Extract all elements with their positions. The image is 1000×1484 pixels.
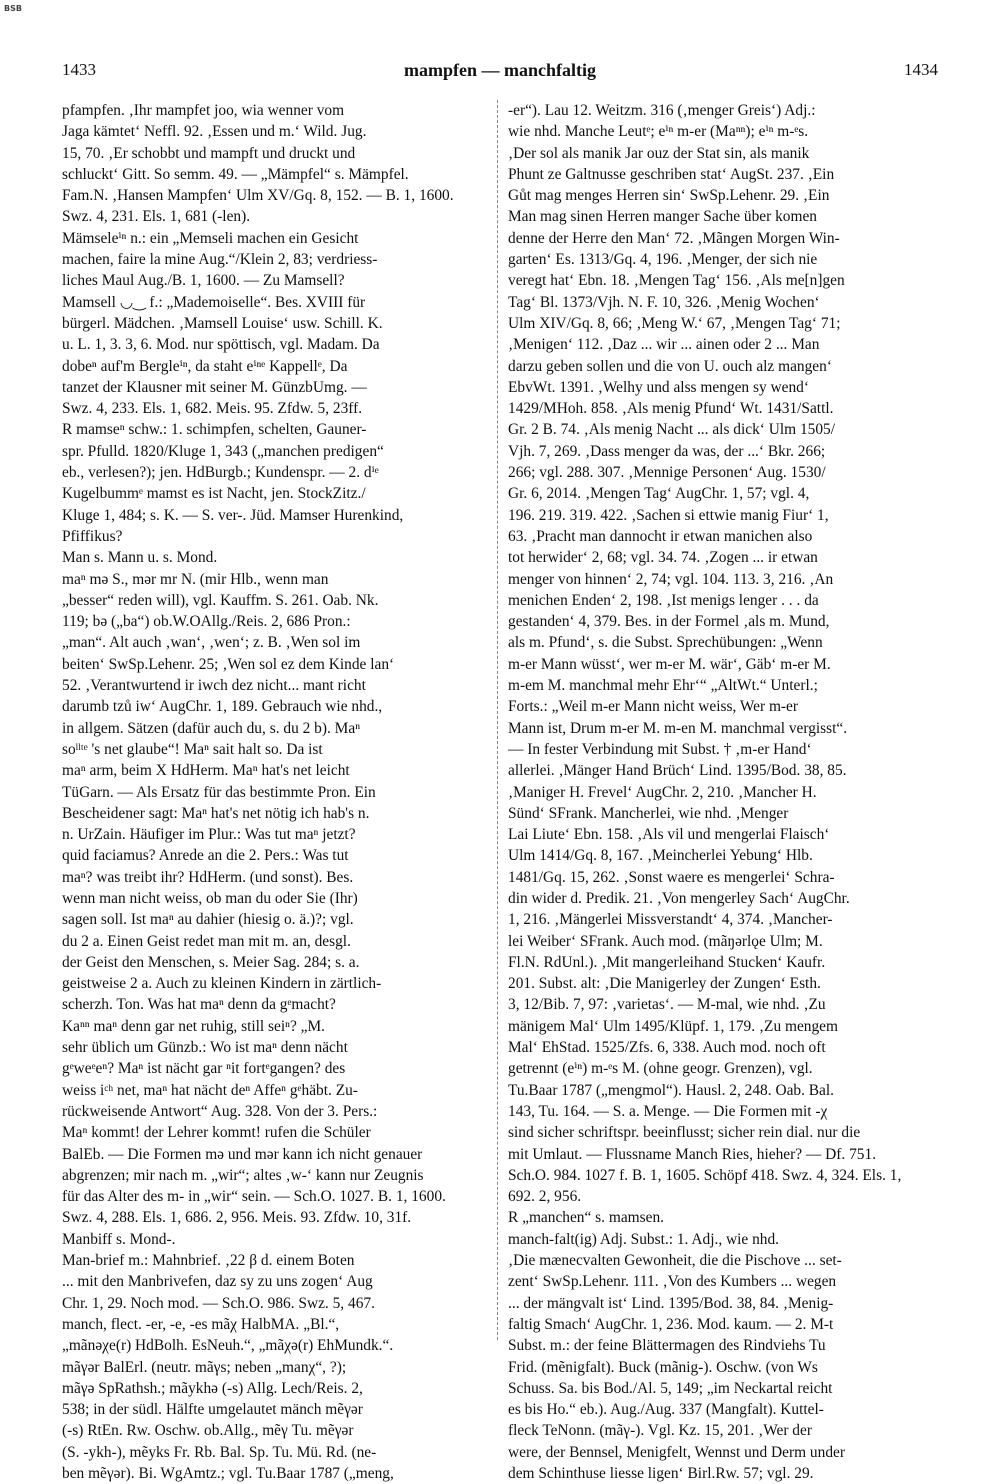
text-line: mãγər BalErl. (neutr. mãγs; neben „manχ“, ?); (62, 1358, 347, 1376)
text-line: ‚Die mænecvalten Gewonheit, die die Pischove ... set- (508, 1252, 842, 1270)
text-line: Chr. 1, 29. Noch mod. — Sch.O. 986. Swz. 5, 467. (62, 1294, 375, 1312)
text-line: Phunt ze Galtnusse geschriben stat‘ AugSt. 237. ‚Ein (508, 165, 835, 183)
text-line: Subst. m.: der feine Blättermagen des Rindviehs Tu (508, 1337, 826, 1355)
text-line: mãγə SpRathsh.; mãykhə (-s) Allg. Lech/Reis. 2, (62, 1379, 363, 1397)
text-line: 1429/MHoh. 858. ‚Als menig Pfund‘ Wt. 1431/Sattl. (508, 400, 834, 418)
text-line: pfampfen. ‚Ihr mampfet joo, wia wenner vom (62, 102, 345, 119)
text-line: quid faciamus? Anrede an die 2. Pers.: Was tut (62, 847, 349, 865)
text-line: Sünd‘ SFrank. Mancherlei, wie nhd. ‚Menger (508, 804, 789, 822)
text-line: weiss iᶜʰ net, maⁿ hat nächt deⁿ Affeⁿ gᵉhäbt. Zu- (62, 1081, 358, 1099)
text-line: als m. Pfund‘, s. die Subst. Sprechübungen: „Wenn (508, 634, 823, 652)
text-line: 15, 70. ‚Er schobbt und mampft und druckt und (62, 144, 356, 162)
text-line: Man-brief m.: Mahnbrief. ‚22 β d. einem Boten (62, 1252, 355, 1270)
text-line: wie nhd. Manche Leutᵉ; eⁱⁿ m-er (Maⁿⁿ); eⁱⁿ m-ᵉs. (508, 123, 809, 141)
text-line: veregt hat‘ Ebn. 18. ‚Mengen Tag‘ 156. ‚Als me[n]gen (508, 272, 845, 290)
text-line: ‚Der sol als manik Jar ouz der Stat sin, als manik (508, 144, 810, 162)
text-line: allerlei. ‚Mänger Hand Brüch‘ Lind. 1395/Bod. 38, 85. (508, 762, 847, 780)
text-line: 119; bə („ba“) ob.W.OAllg./Reis. 2, 686 Pron.: (62, 613, 351, 631)
text-line: Gr. 2 B. 74. ‚Als menig Nacht ... als dick‘ Ulm 1505/ (508, 421, 836, 439)
text-line: Kugelbummᵉ mamst es ist Nacht, jen. StockZitz./ (62, 485, 366, 503)
text-line: Man mag sinen Herren manger Sache über komen (508, 208, 817, 226)
text-line: ‚Menigen‘ 112. ‚Daz ... wir ... ainen oder 2 ... Man (508, 336, 820, 354)
text-line: „man“. Alt auch ‚wan‘, ‚wen‘; z. B. ‚Wen sol im (62, 634, 361, 652)
text-line: Mann ist, Drum m-er M. m-en M. manchmal vergisst“. (508, 719, 848, 737)
text-line: BalEb. — Die Formen mə und mər kann ich nicht genauer (62, 1145, 423, 1163)
text-line: were, der Bennsel, Menigfelt, Wennst und Derm under (508, 1443, 845, 1461)
text-line: 63. ‚Pracht man dannocht ir etwan manichen also (508, 527, 813, 545)
text-line: fleck TeNonn. (mãγ-). Vgl. Kz. 15, 201. ‚Wer der (508, 1422, 812, 1440)
text-line: maⁿ mə S., mər mr N. (mir Hlb., wenn man (62, 570, 329, 588)
text-line: schluckt‘ Gitt. So semm. 49. — „Mämpfel“ s. Mämpfel. (62, 165, 409, 183)
text-line: Fl.N. RdUnl.). ‚Mit mangerleihand Stucken‘ Kaufr. (508, 953, 826, 971)
text-line: Lai Liute‘ Ebn. 158. ‚Als vil und mengerlai Flaisch‘ (508, 826, 830, 844)
text-line: u. L. 1, 3. 3, 6. Mod. nur spöttisch, vgl. Madam. Da (62, 336, 380, 354)
text-line: Ulm XIV/Gq. 8, 66; ‚Meng W.‘ 67, ‚Mengen Tag‘ 71; (508, 314, 841, 332)
text-line: mänigem Mal‘ Ulm 1495/Klüpf. 1, 179. ‚Zu mengem (508, 1017, 838, 1035)
text-line: rückweisende Antwort“ Aug. 328. Von der 3. Pers.: (62, 1102, 378, 1120)
text-line: Mamsell ◡‿ f.: „Mademoiselle“. Bes. XVIII für (62, 293, 366, 311)
text-line: 1481/Gq. 15, 262. ‚Sonst waere es mengerlei‘ Schra- (508, 868, 835, 886)
text-line: Swz. 4, 288. Els. 1, 686. 2, 956. Meis. 93. Zfdw. 10, 31f. (62, 1209, 412, 1227)
text-line: R „manchen“ s. mamsen. (508, 1209, 664, 1227)
text-line: ... der mängvalt ist‘ Lind. 1395/Bod. 38, 84. ‚Menig- (508, 1294, 834, 1312)
text-line: spr. Pfulld. 1820/Kluge 1, 343 („manchen predigen“ (62, 442, 384, 460)
text-line: Swz. 4, 231. Els. 1, 681 (-len). (62, 208, 251, 226)
text-line: dobeⁿ auf'm Bergleⁱⁿ, da staht eⁱⁿᵉ Kappellᵉ, Da (62, 357, 348, 375)
text-line: tanzet der Klausner mit seiner M. GünzbUmg. — (62, 378, 367, 396)
text-line: eb., verlesen?); jen. HdBurgb.; Kundenspr. — 2. dⁱᵉ (62, 464, 379, 482)
text-line: der Geist den Menschen, s. Meier Sag. 284; s. a. (62, 953, 360, 971)
text-line: faltig Smach‘ AugChr. 1, 236. Mod. kaum. — 2. M-t (508, 1315, 834, 1333)
page-number-right: 1434 (904, 60, 938, 79)
text-line: ... mit den Manbrivefen, daz sy zu uns zogen‘ Aug (62, 1273, 373, 1291)
text-line: Forts.: „Weil m-er Mann nicht weiss, Wer m-er (508, 698, 799, 716)
text-line: darumb tzů iw‘ AugChr. 1, 189. Gebrauch wie nhd., (62, 698, 383, 716)
text-line: din wider d. Predik. 21. ‚Von mengerley Sach‘ AugChr. (508, 889, 850, 907)
text-line: Gůt mag menges Herren sin‘ SwSp.Lehenr. 29. ‚Ein (508, 187, 830, 205)
text-line: gᵉweᵉeⁿ? Maⁿ ist nächt gar ⁿit fortᵉgangen? des (62, 1060, 346, 1078)
text-line: soˡˡᵗᵉ 's net glaube“! Maⁿ sait halt so. Da ist (62, 740, 323, 758)
text-line: EbvWt. 1391. ‚Welhy und alss mengen sy wend‘ (508, 378, 809, 396)
text-line: 538; in der südl. Hälfte umgelautet mänch mẽγər (62, 1401, 363, 1419)
text-line: Man s. Mann u. s. Mond. (62, 549, 218, 567)
text-line: Manbiff s. Mond-. (62, 1230, 176, 1248)
right-column (508, 100, 938, 1484)
text-line: menichen Enden‘ 2, 198. ‚Ist menigs lenger . . . da (508, 591, 819, 609)
text-line: zent‘ SwSp.Lehenr. 111. ‚Von des Kumbers ... wegen (508, 1273, 837, 1291)
running-title: mampfen — manchfaltig (404, 60, 596, 80)
text-line: ben mẽγər). Bi. WgAmtz.; vgl. Tu.Baar 1787 („meng, (62, 1465, 394, 1482)
text-line: Maⁿ kommt! der Lehrer kommt! rufen die Schüler (62, 1124, 371, 1142)
text-line: (S. -ykh-), mẽyks Fr. Rb. Bal. Sp. Tu. Mü. Rd. (ne- (62, 1443, 377, 1461)
text-line: 52. ‚Verantwurtend ir iwch dez nicht... mant richt (62, 677, 366, 695)
text-line: Tu.Baar 1787 („mengmol“). Hausl. 2, 248. Oab. Bal. (508, 1081, 835, 1099)
page-header (62, 60, 938, 86)
text-line: Kaⁿⁿ maⁿ denn gar net ruhig, still seiⁿ? „M. (62, 1017, 326, 1035)
text-line: sind sicher schriftspr. beeinflusst; sicher rein dial. nur die (508, 1124, 861, 1142)
text-line: dem Schinthuse liesse ligen‘ Birl.Rw. 57; vgl. 29. (508, 1465, 814, 1482)
text-line: Mämseleⁱⁿ n.: ein „Memseli machen ein Gesicht (62, 229, 359, 247)
text-line: Fam.N. ‚Hansen Mampfen‘ Ulm XV/Gq. 8, 152. — B. 1, 1600. (62, 187, 454, 205)
text-line: n. UrZain. Häufiger im Plur.: Was tut maⁿ jetzt? (62, 826, 356, 844)
text-line: menger von hinnen‘ 2, 74; vgl. 104. 113. 3, 216. ‚An (508, 570, 834, 588)
text-line: mit Umlaut. — Flussname Manch Ries, hieher? — Df. 751. (508, 1145, 877, 1163)
text-line: 266; vgl. 288. 307. ‚Mennige Personen‘ Aug. 1530/ (508, 464, 826, 482)
text-line: beiten‘ SwSp.Lehenr. 25; ‚Wen sol ez dem Kinde lan‘ (62, 655, 395, 673)
text-line: Kluge 1, 484; s. K. — S. ver-. Jüd. Mamser Hurenkind, (62, 506, 404, 524)
page-number-left: 1433 (62, 60, 96, 79)
text-line: darzu geben sollen und die von U. ouch alz mangen‘ (508, 357, 832, 375)
text-line: tot herwider‘ 2, 68; vgl. 34. 74. ‚Zogen ... ir etwan (508, 549, 818, 567)
text-line: „mãnəχe(r) HdBolh. EsNeuh.“, „mãχə(r) EhMundk.“. (62, 1337, 394, 1355)
text-line: sehr üblich um Günzb.: Wo ist maⁿ denn nächt (62, 1039, 348, 1057)
text-line: Jaga kämtet‘ Neffl. 92. ‚Essen und m.‘ Wild. Jug. (62, 123, 367, 141)
text-line: scherzh. Ton. Was hat maⁿ denn da gᵉmacht? (62, 996, 336, 1014)
text-line: Gr. 6, 2014. ‚Mengen Tag‘ AugChr. 1, 57; vgl. 4, (508, 485, 810, 503)
text-line: maⁿ? was treibt ihr? HdHerm. (und sonst). Bes. (62, 868, 354, 886)
text-line: Schuss. Sa. bis Bod./Al. 5, 149; „im Neckartal reicht (508, 1379, 833, 1397)
text-line: m-er Mann wüsst‘, wer m-er M. wär‘, Gäb‘ m-er M. (508, 655, 831, 673)
text-line: abgrenzen; mir nach m. „wir“; altes ‚w-‘ kann nur Zeugnis (62, 1166, 424, 1184)
text-line: wenn man nicht weiss, ob man du oder Sie (Ihr) (62, 889, 358, 907)
text-line: liches Maul Aug./B. 1, 1600. — Zu Mamsell? (62, 272, 345, 290)
text-line: machen, faire la mine Aug.“/Klein 2, 83; verdriess- (62, 251, 378, 269)
text-line: manch, flect. -er, -e, -es mãχ HalbMA. „Bl.“, (62, 1315, 340, 1333)
text-line: 196. 219. 319. 422. ‚Sachen si ettwie manig Fiur‘ 1, (508, 506, 829, 524)
text-line: „besser“ reden will), vgl. Kauffm. S. 261. Oab. Nk. (62, 591, 379, 609)
text-line: für das Alter des m- in „wir“ sein. — Sch.O. 1027. B. 1, 1600. (62, 1188, 446, 1206)
text-line: Sch.O. 984. 1027 f. B. 1, 1605. Schöpf 418. Swz. 4, 324. Els. 1, (508, 1166, 902, 1184)
text-line: in allgem. Sätzen (dafür auch du, s. du 2 b). Maⁿ (62, 719, 361, 737)
text-line: maⁿ arm, beim X HdHerm. Maⁿ hat's net leicht (62, 762, 350, 780)
text-line: 201. Subst. alt: ‚Die Manigerley der Zungen‘ Esth. (508, 975, 821, 993)
column-divider (497, 100, 498, 1340)
text-line: ‚Maniger H. Frevel‘ AugChr. 2, 210. ‚Mancher H. (508, 783, 817, 801)
text-line: gestanden‘ 4, 379. Bes. in der Formel ‚als m. Mund, (508, 613, 830, 631)
text-line: garten‘ Es. 1313/Gq. 4, 196. ‚Menger, der sich nie (508, 251, 818, 269)
text-line: Ulm 1414/Gq. 8, 167. ‚Meincherlei Yebung‘ Hlb. (508, 847, 813, 865)
text-line: du 2 a. Einen Geist redet man mit m. an, desgl. (62, 932, 351, 950)
text-line: manch-falt(ig) Adj. Subst.: 1. Adj., wie nhd. (508, 1230, 780, 1248)
text-line: Bescheidener sagt: Maⁿ hat's net nötig ich hab's n. (62, 804, 370, 822)
text-line: (-s) RtEn. Rw. Oschw. ob.Allg., mẽγ Tu. mẽγər (62, 1422, 354, 1440)
text-line: lei Weiber‘ SFrank. Auch mod. (mãŋərlǫe Ulm; M. (508, 932, 823, 950)
text-line: Swz. 4, 233. Els. 1, 682. Meis. 95. Zfdw. 5, 23ff. (62, 400, 363, 418)
text-line: bürgerl. Mädchen. ‚Mamsell Louise‘ usw. Schill. K. (62, 314, 383, 332)
text-line: — In fester Verbindung mit Subst. † ‚m-er Hand‘ (508, 740, 812, 758)
text-line: m-em M. manchmal mehr Ehr‘“ „AltWt.“ Unterl.; (508, 677, 818, 695)
text-line: getrennt (eⁱⁿ) m-ᵉs M. (ohne geogr. Grenzen), vgl. (508, 1060, 813, 1078)
text-line: -er“). Lau 12. Weitzm. 316 (‚menger Greis‘) Adj.: (508, 102, 816, 119)
text-line: es bis Ho.“ eb.). Aug./Aug. 337 (Mangfalt). Kuttel- (508, 1401, 824, 1419)
text-line: Mal‘ EhStad. 1525/Zfs. 6, 338. Auch mod. noch oft (508, 1039, 826, 1057)
text-line: Frid. (mẽnigfalt). Buck (mãnig-). Oschw. (von Ws (508, 1358, 818, 1376)
text-line: 3, 12/Bib. 7, 97: ‚varietas‘. — M-mal, wie nhd. ‚Zu (508, 996, 826, 1014)
text-line: denne der Herre den Man‘ 72. ‚Mãngen Morgen Win- (508, 229, 840, 247)
text-line: Pfiffikus? (62, 527, 123, 545)
text-line: 143, Tu. 164. — S. a. Menge. — Die Formen mit -χ (508, 1102, 828, 1120)
text-line: Tag‘ Bl. 1373/Vjh. N. F. 10, 326. ‚Menig Wochen‘ (508, 293, 820, 311)
text-line: R mamseⁿ schw.: 1. schimpfen, schelten, Gauner- (62, 421, 367, 439)
library-stamp: BSB (4, 4, 22, 13)
text-line: Vjh. 7, 269. ‚Dass menger da was, der ...‘ Bkr. 266; (508, 442, 826, 460)
text-line: sagen soll. Ist maⁿ au dahier (hiesig o. ä.)?; vgl. (62, 911, 354, 929)
text-line: TüGarn. — Als Ersatz für das bestimmte Pron. Ein (62, 783, 376, 801)
text-line: 692. 2, 956. (508, 1188, 582, 1206)
text-line: geistweise 2 a. Auch zu kleinen Kindern in zärtlich- (62, 975, 382, 993)
left-column (62, 100, 492, 1484)
text-line: 1, 216. ‚Mängerlei Missverstandt‘ 4, 374. ‚Mancher- (508, 911, 833, 929)
